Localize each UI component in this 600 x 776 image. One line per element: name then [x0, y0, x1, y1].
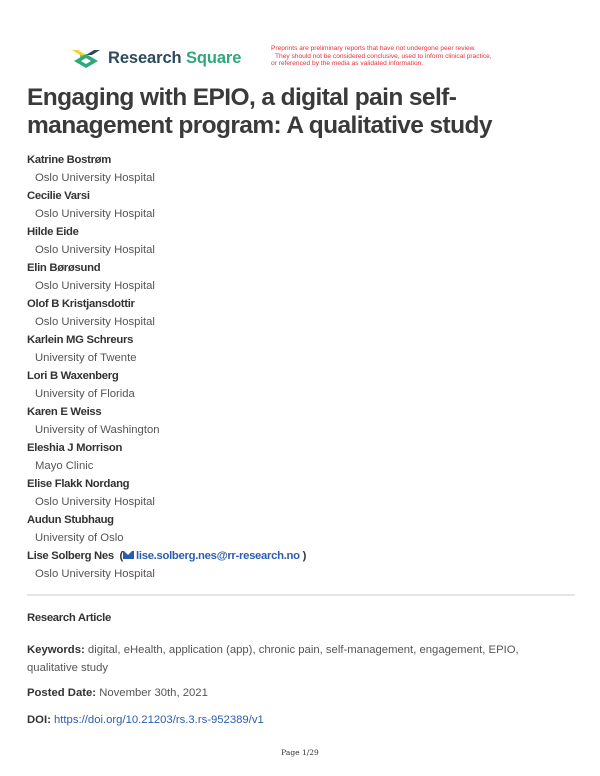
author-entry — [27, 224, 587, 260]
author-affiliation: University of Washington — [35, 424, 160, 436]
author-name-corresponding — [27, 548, 587, 566]
paren-open: ( — [116, 550, 124, 562]
author-entry — [27, 260, 587, 296]
author-entry-corresponding — [27, 548, 587, 584]
section-divider — [27, 594, 575, 596]
author-name: Elise Flakk Nordang — [27, 478, 130, 490]
author-affiliation: University of Florida — [35, 388, 135, 400]
article-type: Research Article — [27, 612, 111, 624]
author-entry — [27, 368, 587, 404]
author-name: Karen E Weiss — [27, 406, 102, 418]
author-affiliation: University of Oslo — [35, 532, 124, 544]
author-name: Lise Solberg Nes — [27, 550, 114, 562]
author-list — [27, 152, 587, 584]
doi — [27, 714, 264, 726]
author-name: Hilde Eide — [27, 226, 79, 238]
author-affiliation: Oslo University Hospital — [35, 316, 155, 328]
author-email: lise.solberg.nes@rr-research.no — [136, 550, 300, 562]
author-affiliation: University of Twente — [35, 352, 137, 364]
author-entry — [27, 296, 587, 332]
author-affiliation: Oslo University Hospital — [35, 208, 155, 220]
keywords — [27, 641, 567, 677]
envelope-icon — [123, 551, 134, 559]
author-name: Elin Børøsund — [27, 262, 101, 274]
research-square-logo-icon — [72, 48, 100, 68]
posted-date — [27, 687, 208, 699]
author-affiliation: Oslo University Hospital — [35, 280, 155, 292]
author-entry — [27, 152, 587, 188]
author-entry — [27, 440, 587, 476]
author-entry — [27, 512, 587, 548]
author-entry — [27, 332, 587, 368]
logo-wordmark — [108, 49, 241, 68]
doi-label: DOI: — [27, 714, 51, 726]
author-entry — [27, 188, 587, 224]
doi-link[interactable]: https://doi.org/10.21203/rs.3.rs-952389/v1 — [54, 714, 264, 726]
preprint-disclaimer — [271, 45, 541, 68]
posted-date-label: Posted Date: — [27, 687, 97, 699]
author-affiliation: Oslo University Hospital — [35, 496, 155, 508]
author-affiliation: Oslo University Hospital — [35, 244, 155, 256]
author-affiliation: Oslo University Hospital — [35, 568, 155, 580]
author-name: Karlein MG Schreurs — [27, 334, 134, 346]
disclaimer-line: They should not be considered conclusive, used to inform clinical practice, — [275, 52, 492, 60]
author-name: Lori B Waxenberg — [27, 370, 119, 382]
posted-date-value: November 30th, 2021 — [99, 687, 208, 699]
author-affiliation: Mayo Clinic — [35, 460, 94, 472]
author-name: Cecilie Varsi — [27, 190, 90, 202]
paren-close: ) — [299, 550, 307, 562]
author-name: Audun Stubhaug — [27, 514, 114, 526]
author-email-link[interactable] — [123, 550, 300, 562]
disclaimer-line: or referenced by the media as validated information. — [271, 60, 424, 68]
page-header — [0, 0, 600, 80]
keywords-value: digital, eHealth, application (app), chronic pain, self-management, engagement, EPIO, qualitative study — [27, 644, 519, 674]
author-entry — [27, 404, 587, 440]
author-name: Olof B Kristjansdottir — [27, 298, 135, 310]
author-name: Eleshia J Morrison — [27, 442, 123, 454]
research-square-logo[interactable] — [72, 48, 241, 68]
disclaimer-line: Preprints are preliminary reports that have not undergone peer review. — [271, 45, 476, 52]
paper-title: Engaging with EPIO, a digital pain self-management program: A qualitative study — [27, 84, 492, 139]
logo-text-research: Research — [108, 48, 182, 67]
logo-text-square: Square — [185, 48, 242, 67]
author-entry — [27, 476, 587, 512]
author-affiliation: Oslo University Hospital — [35, 172, 155, 184]
keywords-label: Keywords: — [27, 644, 85, 656]
author-name: Katrine Bostrøm — [27, 154, 112, 166]
page-number: Page 1/29 — [281, 748, 319, 757]
